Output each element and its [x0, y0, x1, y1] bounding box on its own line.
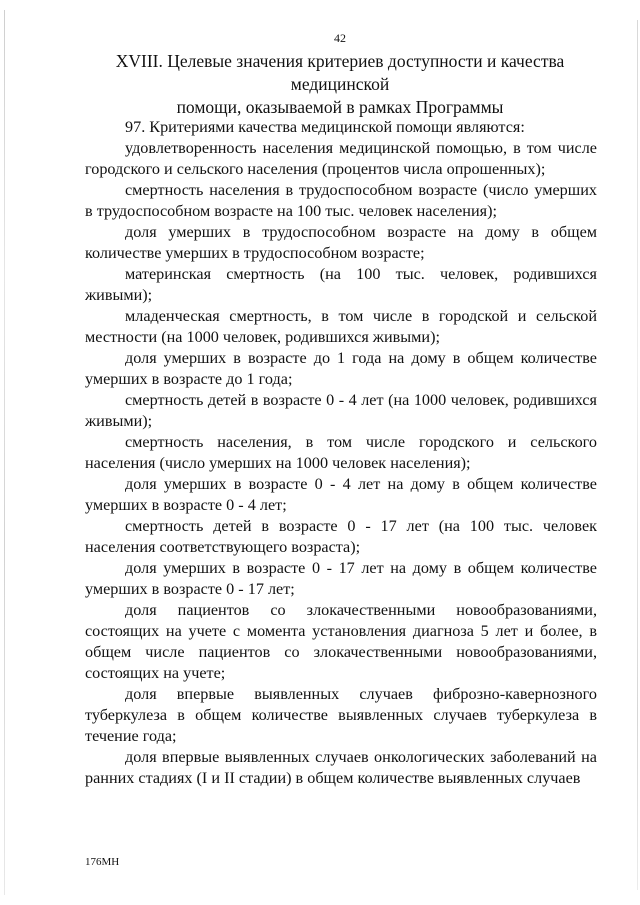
paragraph-satisfaction: удовлетворенность населения медицинской помощью, в том числе городского и сельского населения (процентов числа опрошенных);: [85, 139, 597, 178]
scan-edge-left: [4, 10, 5, 895]
section-heading-line-2: помощи, оказываемой в рамках Программы: [176, 97, 504, 117]
paragraph-working-age-mortality: смертность населения в трудоспособном возрасте (число умерших в трудоспособном возрасте на 100 тыс. человек населения);: [85, 181, 597, 220]
section-heading: [80, 50, 600, 119]
section-heading-line-1: XVIII. Целевые значения критериев доступности и качества медицинской: [115, 51, 565, 94]
paragraph-child-mortality-0-17: смертность детей в возрасте 0 - 17 лет (на 100 тыс. человек населения соответствующего возраста);: [85, 517, 597, 556]
paragraph-tuberculosis: доля впервые выявленных случаев фиброзно-кавернозного туберкулеза в общем количестве выявленных случаев туберкулеза в течение года;: [85, 685, 597, 745]
paragraph-early-stage-oncology: доля впервые выявленных случаев онкологических заболеваний на ранних стадиях (I и II стадии) в общем количестве выявленных случаев: [85, 748, 597, 787]
document-body: [85, 117, 597, 789]
paragraph-working-age-home-deaths: доля умерших в трудоспособном возрасте на дому в общем количестве умерших в трудоспособном возрасте;: [85, 223, 597, 262]
scan-edge-right: [637, 20, 638, 890]
paragraph-maternal-mortality: материнская смертность (на 100 тыс. человек, родившихся живыми);: [85, 265, 597, 304]
page-number: 42: [334, 31, 346, 45]
paragraph-population-mortality: смертность населения, в том числе городского и сельского населения (число умерших на 1000 человек населения);: [85, 433, 597, 472]
paragraph-child-mortality-0-4: смертность детей в возрасте 0 - 4 лет (на 1000 человек, родившихся живыми);: [85, 391, 597, 430]
paragraph-infant-mortality: младенческая смертность, в том числе в городской и сельской местности (на 1000 человек, родившихся живыми);: [85, 307, 597, 346]
document-code: 176МН: [85, 856, 120, 868]
paragraph-oncology-5-years: доля пациентов со злокачественными новообразованиями, состоящих на учете с момента установления диагноза 5 лет и более, в общем числе пациентов со злокачественными новообразованиями, состоящих на учете;: [85, 601, 597, 682]
paragraph-under-1-home-deaths: доля умерших в возрасте до 1 года на дому в общем количестве умерших в возрасте до 1 года;: [85, 349, 597, 388]
paragraph-0-17-home-deaths: доля умерших в возрасте 0 - 17 лет на дому в общем количестве умерших в возрасте 0 - 17 лет;: [85, 559, 597, 598]
paragraph-criteria-intro: 97. Критериями качества медицинской помощи являются:: [125, 118, 525, 136]
paragraph-0-4-home-deaths: доля умерших в возрасте 0 - 4 лет на дому в общем количестве умерших в возрасте 0 - 4 лет;: [85, 475, 597, 514]
